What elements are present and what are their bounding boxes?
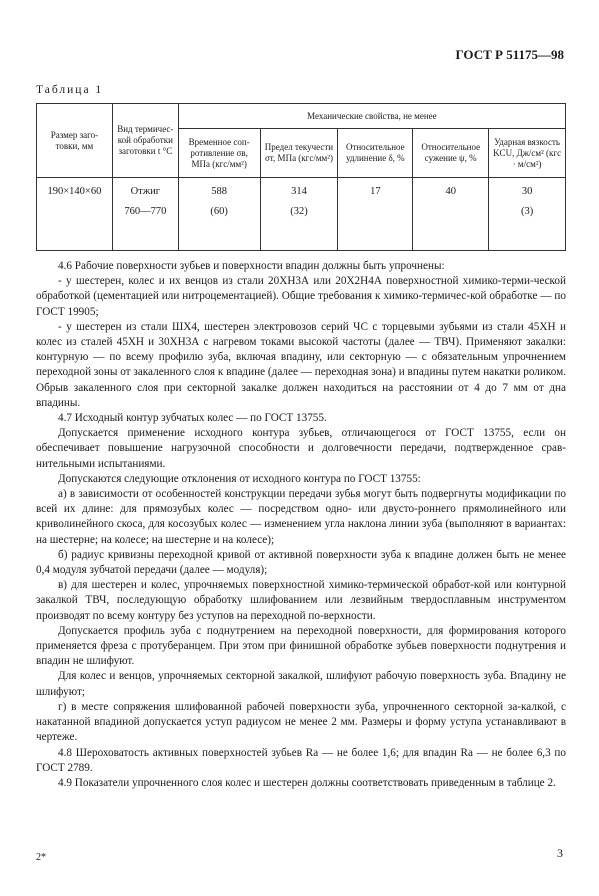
- cell-heat: [112, 178, 178, 251]
- header-tensile-strength: Временное соп-ротивление σв, МПа (кгс/мм²): [178, 129, 260, 178]
- cell-ys: [260, 178, 338, 251]
- header-impact-strength: Ударная вязкость KCU, Дж/см² (кгс · м/см²): [489, 129, 566, 178]
- table-row: [37, 178, 566, 251]
- cell-size: 190×140×60: [37, 178, 113, 251]
- paragraph: Для колес и венцов, упрочняемых секторной закалкой, шлифуют рабочую поверхность зуба. Впадину не шлифуют;: [36, 670, 566, 698]
- paragraph: б) радиус кривизны переходной кривой от активной поверхности зуба к впадине должен быть не менее 0,4 модуля зубчатой передачи (далее — модуля);: [36, 548, 566, 577]
- page-number: 3: [557, 846, 563, 860]
- paragraph: 4.7 Исходный контур зубчатых колес — по ГОСТ 13755.: [58, 412, 327, 425]
- cell-heat-type: Отжиг: [130, 186, 161, 197]
- header-elongation: Относительное удлинение δ, %: [338, 129, 413, 178]
- cell-kcu-j: 30: [521, 186, 533, 197]
- paragraph: Допускается профиль зуба с поднутрением на переходной поверхности, для формирования которого применяется фреза с протуберанцем. При этом при финишной обработке зубьев поверхности поднутрения и впадин не шлифуют.: [36, 624, 566, 668]
- paragraph: 4.8 Шероховатость активных поверхностей зубьев Ra — не более 1,6; для впадин Ra — не более 6,3 по ГОСТ 2789.: [36, 746, 566, 774]
- paragraph: в) для шестерен и колес, упрочняемых поверхностной химико-термической обработ-кой или контурной закалкой ТВЧ, последующую обработку шлифованием или лезвийным твердосплавным инструментом производят по всему контуру без уступов на переходной по-верхности.: [36, 579, 566, 622]
- cell-reduction: [413, 178, 489, 251]
- footer-mark: 2*: [36, 852, 46, 863]
- paragraph: г) в месте сопряжения шлифованной рабочей поверхности зуба, упрочненного секторной за-калкой, с накатанной впадиной допускается уступ радиусом не менее 2 мм. Размеры и форму уступа устанавливают в чертеже.: [36, 700, 566, 744]
- cell-elongation: [338, 178, 413, 251]
- cell-kcu: [489, 178, 566, 251]
- paragraph: 4.9 Показатели упрочненного слоя колес и шестерен должны соответствовать приведенным в таблице 2.: [58, 776, 556, 789]
- paragraph: - у шестерен, колес и их венцов из стали 20ХН3А или 20Х2Н4А поверхностной химико-терми-ческой обработкой (цементацией или нитроцементацией). Общие требования к химико-термичес-кой обработке — по ГОСТ 19905;: [36, 275, 566, 318]
- paragraph: Допускаются следующие отклонения от исходного контура по ГОСТ 13755:: [58, 472, 421, 485]
- header-mechanical-properties: Механические свойства, не менее: [178, 104, 565, 129]
- paragraph: Допускается применение исходного контура зубьев, отличающегося от ГОСТ 13755, если он обеспечивает повышение нагрузочной способности и долговечности передачи, подтвержденное срав-нительными испытаниями.: [36, 427, 566, 470]
- header-size: Размер заго-товки, мм: [37, 104, 113, 178]
- body-text: [36, 259, 566, 791]
- cell-heat-temp: 760—770: [124, 206, 167, 217]
- header-yield-strength: Предел текучести σт, МПа (кгс/мм²): [260, 129, 338, 178]
- cell-uts: [178, 178, 260, 251]
- cell-ys-kgf: (32): [290, 206, 308, 217]
- mechanical-properties-table: [36, 103, 566, 251]
- header-heat-treatment: Вид термичес-кой обработки заготовки t °С: [112, 104, 178, 178]
- cell-elongation-value: 17: [370, 186, 381, 197]
- paragraph: 4.6 Рабочие поверхности зубьев и поверхности впадин должны быть упрочнены:: [58, 260, 445, 272]
- cell-reduction-value: 40: [445, 186, 456, 197]
- paragraph: а) в зависимости от особенностей конструкции передачи зубья могут быть подвергнуты модификации по всей их длине: для прямозубых колес — посредством одно- или двусто-роннего прямолинейного или криволинейного скоса, для косозубых колес — изменением угла наклона линии зуба (выполняют в вариантах: на шестерне; на колесе; на шестерне и на колесе);: [36, 488, 566, 546]
- cell-uts-mpa: 588: [211, 186, 228, 197]
- paragraph: - у шестерен из стали ШХ4, шестерен электровозов серий ЧС с торцевыми зубьями из стали 45ХН и колес из сталей 45ХН и 30ХН3А с нагревом токами высокой частоты (далее — ТВЧ). Применяют закалки: контурную — по всему профилю зуба, включая впадину, или секторную — с обязательным упрочнением переходной зоны от закаленного слоя к впадине (далее — переходная зона) и впадины путем накатки роликом. Обрыв закаленного слоя при секторной закалке должен находиться на расстоянии от 4 до 7 мм от дна впадины.: [36, 320, 566, 409]
- cell-kcu-kgf: (3): [520, 206, 534, 217]
- cell-uts-kgf: (60): [210, 206, 228, 217]
- document-header: ГОСТ Р 51175—98: [455, 47, 564, 62]
- cell-ys-mpa: 314: [291, 186, 307, 197]
- header-reduction: Относительное сужение ψ, %: [413, 129, 489, 178]
- table-caption: Таблица 1: [36, 84, 104, 96]
